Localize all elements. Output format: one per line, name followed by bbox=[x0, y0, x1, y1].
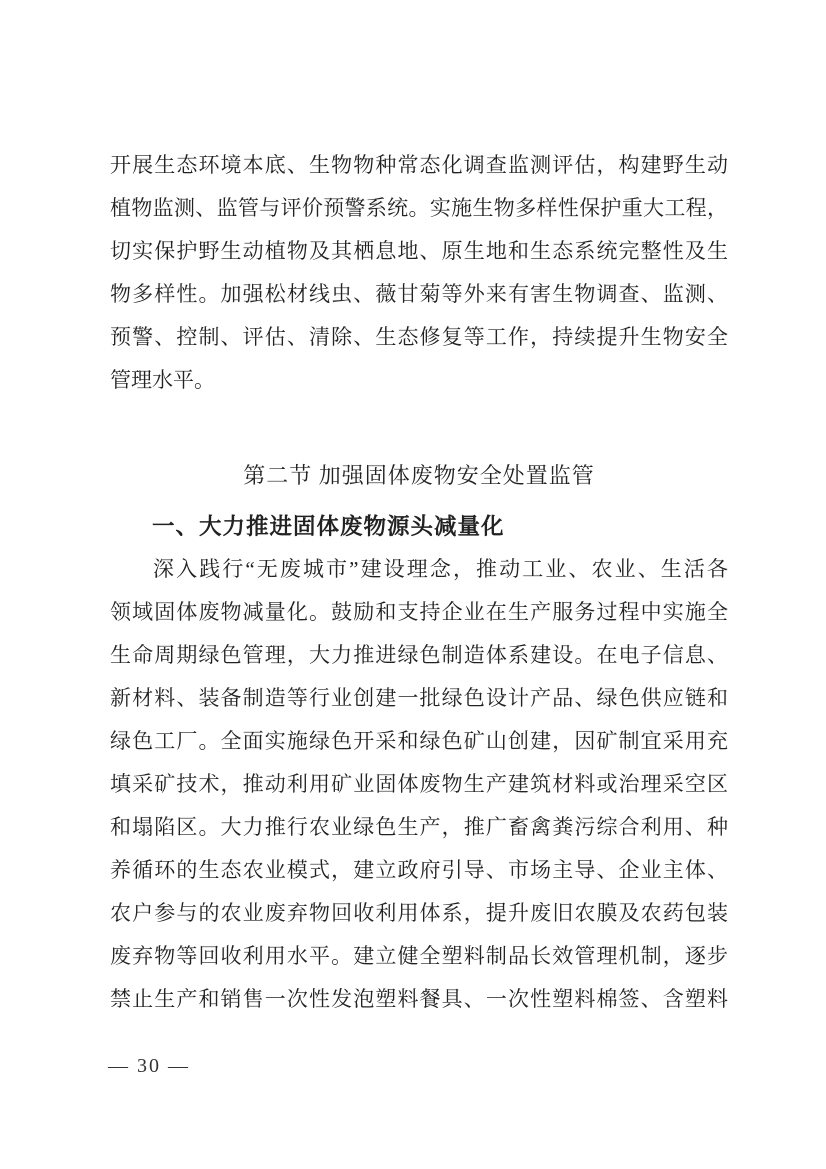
body-line: 预警、控制、评估、清除、生态修复等工作，持续提升生物安全 bbox=[110, 325, 728, 349]
body-line: 开展生态环境本底、生物物种常态化调查监测评估，构建野生动 bbox=[110, 153, 728, 177]
body-line: 领域固体废物减量化。鼓励和支持企业在生产服务过程中实施全 bbox=[110, 600, 728, 624]
body-line: 填采矿技术，推动利用矿业固体废物生产建筑材料或治理采空区 bbox=[110, 772, 728, 796]
body-line: 管理水平。 bbox=[110, 368, 215, 392]
body-line: 废弃物等回收利用水平。建立健全塑料制品长效管理机制，逐步 bbox=[110, 944, 728, 968]
body-line: 植物监测、监管与评价预警系统。实施生物多样性保护重大工程， bbox=[110, 196, 728, 220]
subsection-heading: 一、大力推进固体废物源头减量化 bbox=[152, 514, 505, 539]
body-line: 深入践行“无废城市”建设理念，推动工业、农业、生活各 bbox=[153, 557, 728, 581]
body-line: 物多样性。加强松材线虫、薇甘菊等外来有害生物调查、监测、 bbox=[110, 282, 728, 306]
text-block bbox=[110, 144, 728, 1021]
body-line: 禁止生产和销售一次性发泡塑料餐具、一次性塑料棉签、含塑料 bbox=[110, 987, 728, 1011]
body-line: 农户参与的农业废弃物回收利用体系，提升废旧农膜及农药包装 bbox=[110, 901, 728, 925]
body-line: 绿色工厂。全面实施绿色开采和绿色矿山创建，因矿制宜采用充 bbox=[110, 729, 728, 753]
body-line: 新材料、装备制造等行业创建一批绿色设计产品、绿色供应链和 bbox=[110, 686, 728, 710]
page-number: — 30 — bbox=[108, 1055, 190, 1077]
paragraph-body bbox=[110, 548, 728, 1021]
section-heading: 第二节 加强固体废物安全处置监管 bbox=[243, 463, 595, 488]
body-line: 养循环的生态农业模式，建立政府引导、市场主导、企业主体、 bbox=[110, 858, 728, 882]
body-line: 和塌陷区。大力推行农业绿色生产，推广畜禽粪污综合利用、种 bbox=[110, 815, 728, 839]
body-line: 生命周期绿色管理，大力推进绿色制造体系建设。在电子信息、 bbox=[110, 643, 728, 667]
body-line: 切实保护野生动植物及其栖息地、原生地和生态系统完整性及生 bbox=[110, 239, 728, 263]
paragraph-continuation bbox=[110, 144, 728, 402]
